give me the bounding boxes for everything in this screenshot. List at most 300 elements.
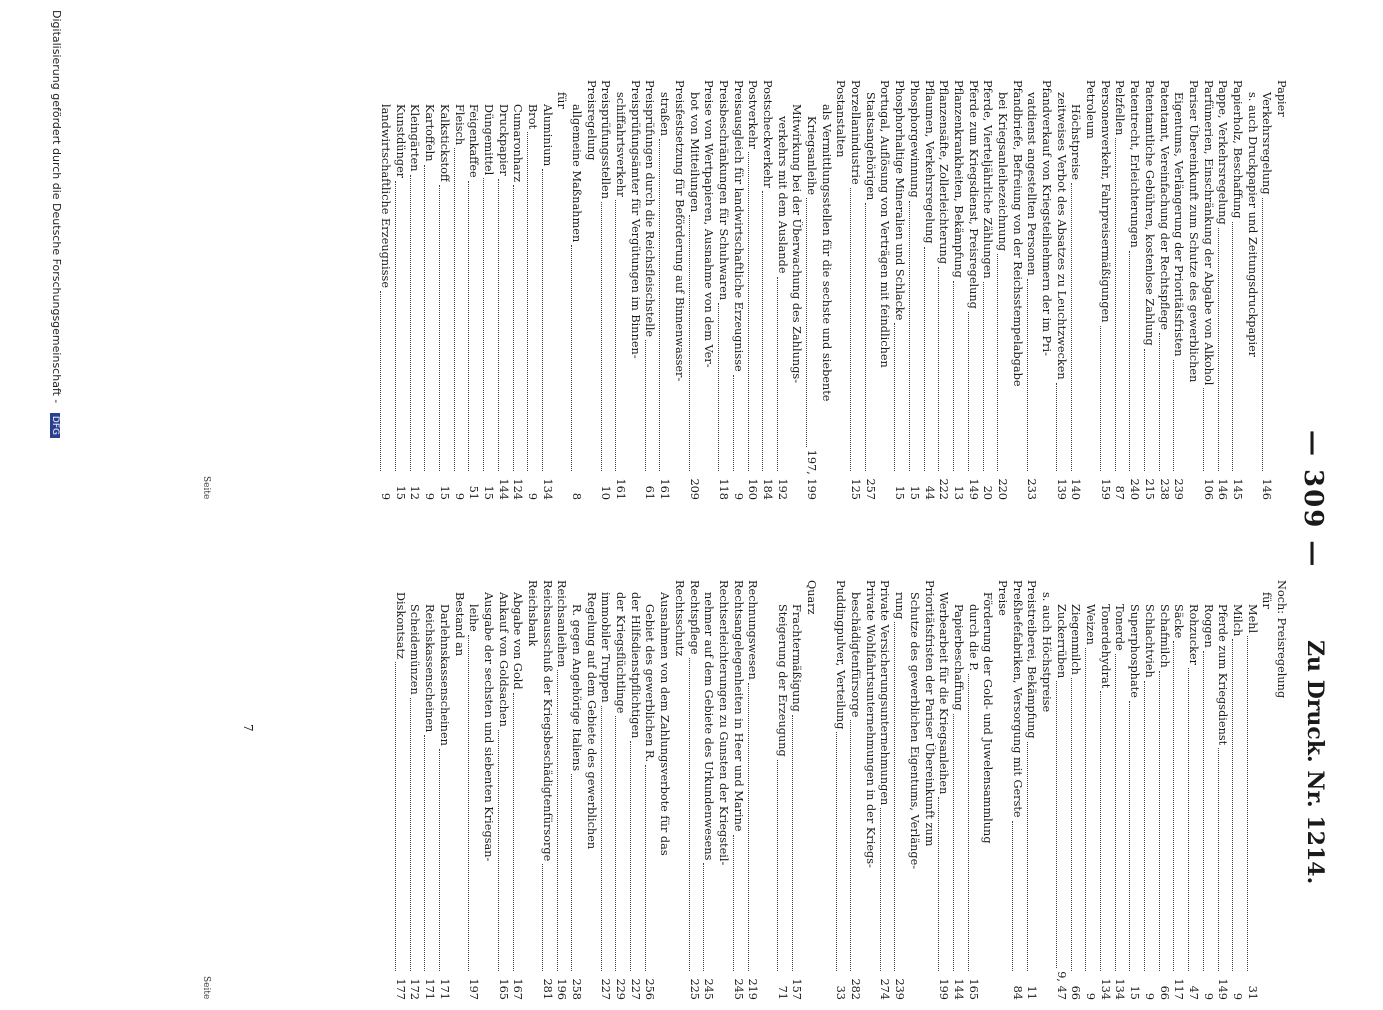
- leader-dots: [1232, 222, 1233, 471]
- entry-page: 196: [555, 978, 569, 1000]
- entry-page: 239: [893, 978, 907, 1000]
- entry-page: 167: [511, 978, 525, 1000]
- leader-dots: [836, 732, 837, 971]
- entry-label: Weizen: [1084, 604, 1098, 645]
- entry-label: Portugal, Auflösung von Verträgen mit feindlichen: [878, 80, 892, 368]
- entry-label: der Hilfsdienstpflichtigen: [628, 592, 642, 739]
- index-entry: [598, 580, 613, 1000]
- entry-label: bei Kriegsanleihezeichnung: [995, 92, 1009, 252]
- entry-label: Abgabe von Gold: [511, 592, 525, 690]
- index-entry: [524, 80, 539, 500]
- entry-label: Phosphorgewinnung: [907, 80, 921, 198]
- entry-label: Noch: Preisregelung: [1275, 580, 1289, 699]
- entry-label: Ausnahmen von dem Zahlungsverbote für das: [658, 592, 672, 856]
- index-entry: [1126, 80, 1141, 500]
- entry-label: Preisregelung: [584, 80, 598, 161]
- leader-dots: [542, 169, 543, 471]
- leader-dots: [410, 698, 411, 971]
- leader-dots: [968, 674, 969, 971]
- leader-dots: [1129, 701, 1130, 971]
- index-entry: [891, 580, 906, 1000]
- entry-page: 165: [496, 978, 510, 1000]
- leader-dots: [571, 774, 572, 971]
- leader-dots: [792, 715, 793, 971]
- entry-page: 9: [1230, 992, 1244, 1000]
- leader-dots: [1262, 198, 1263, 471]
- seite-label-right: Seite: [201, 976, 211, 1000]
- leader-dots: [469, 181, 470, 471]
- entry-label: Kartoffeln: [423, 104, 437, 162]
- leader-dots: [748, 683, 749, 971]
- entry-label: Preisfestsetzung für Beförderung auf Binnenwasser-: [672, 80, 686, 382]
- leader-dots: [439, 749, 440, 971]
- entry-label: Pfandverkauf von Kriegsteilnehmern der im Pri-: [1040, 80, 1054, 356]
- entry-label: Verkehrsregelung: [1260, 92, 1274, 195]
- leader-dots: [1100, 691, 1101, 971]
- leader-dots: [571, 245, 572, 471]
- leader-dots: [953, 714, 954, 971]
- index-entry: [730, 80, 745, 500]
- entry-page: 84: [1010, 985, 1024, 1000]
- index-entry: [759, 80, 774, 500]
- index-entry: [583, 80, 598, 500]
- entry-label: Rohzucker: [1186, 604, 1200, 666]
- entry-label: Pelzfellen: [1113, 80, 1127, 136]
- entry-page: 106: [1201, 478, 1215, 500]
- leader-dots: [1203, 388, 1204, 471]
- leader-dots: [615, 200, 616, 471]
- index-entry: [862, 80, 877, 500]
- entry-page: 229: [614, 978, 628, 1000]
- index-entry: [495, 580, 510, 1000]
- leader-dots: [1144, 681, 1145, 971]
- bottom-page-number: 7: [241, 724, 255, 732]
- entry-page: 160: [746, 478, 760, 500]
- index-entry: [466, 80, 481, 500]
- index-entry: [392, 580, 407, 1000]
- index-entry: [686, 80, 701, 500]
- entry-label: Parfümerien, Einschränkung der Abgabe von Alkohol: [1201, 80, 1215, 386]
- leader-dots: [1218, 228, 1219, 471]
- leader-dots: [1115, 138, 1116, 471]
- leader-dots: [1115, 654, 1116, 971]
- index-entry: [1082, 580, 1097, 1000]
- entry-label: Reichsanleihen: [555, 580, 569, 668]
- index-entry: [862, 580, 877, 1000]
- leader-dots: [1247, 636, 1248, 971]
- index-entry: [407, 80, 422, 500]
- index-entry: [1053, 80, 1068, 500]
- entry-label: Preistreiberei, Bekämpfung: [1025, 580, 1039, 739]
- entry-page: 238: [1157, 478, 1171, 500]
- entry-label: vatdienst angestellten Personen: [1025, 92, 1039, 276]
- leader-dots: [483, 178, 484, 471]
- entry-label: schiffahrtsverkehr: [614, 92, 628, 198]
- index-entry: [1185, 580, 1200, 1000]
- index-entry: [921, 80, 936, 500]
- entry-label: Rechtsangelegenheiten in Heer und Marine: [731, 580, 745, 832]
- entry-page: 197, 199: [805, 449, 819, 500]
- entry-label: Private Wohlfahrtsunternehmungen in der Kriegs-: [863, 580, 877, 868]
- index-entry: [377, 80, 392, 500]
- leader-dots: [880, 808, 881, 971]
- entry-label: Papierbeschaffung: [951, 604, 965, 711]
- entry-page: 47: [1186, 985, 1200, 1000]
- entry-page: 15: [437, 485, 451, 500]
- index-entry: [965, 580, 980, 1000]
- index-column-right: [392, 580, 1288, 1000]
- leader-dots: [997, 254, 998, 471]
- leader-dots: [659, 139, 660, 471]
- index-entry: [1156, 580, 1171, 1000]
- leader-dots: [1188, 668, 1189, 971]
- entry-page: 125: [849, 478, 863, 500]
- index-entry: [1126, 580, 1141, 1000]
- leader-dots: [850, 188, 851, 471]
- entry-page: 145: [1230, 478, 1244, 500]
- entry-label: leihe: [467, 604, 481, 632]
- entry-label: Schafmilch: [1157, 604, 1171, 668]
- leader-dots: [498, 179, 499, 471]
- index-entry: [965, 80, 980, 500]
- index-entry: [510, 580, 525, 1000]
- entry-label: Tonerdehydrat: [1098, 604, 1112, 689]
- index-entry: [701, 580, 716, 1000]
- leader-dots: [762, 191, 763, 471]
- footer-text: Digitalisierung gefördert durch die Deutsche Forschungsgemeinschaft -: [50, 10, 63, 404]
- index-entry: [436, 80, 451, 500]
- entry-label: landwirtschaftliche Erzeugnisse: [379, 104, 393, 288]
- index-entry: [539, 580, 554, 1000]
- entry-page: 215: [1142, 478, 1156, 500]
- leader-dots: [1085, 648, 1086, 971]
- entry-page: 10: [599, 485, 613, 500]
- index-entry: [745, 80, 760, 500]
- index-entry: [1171, 80, 1186, 500]
- index-entry: [539, 80, 554, 500]
- index-entry: [1009, 580, 1024, 1000]
- entry-page: 177: [393, 978, 407, 1000]
- entry-label: Zuckerrüben: [1054, 604, 1068, 679]
- leader-dots: [1174, 641, 1175, 971]
- leader-dots: [542, 864, 543, 971]
- entry-page: 9: [452, 492, 466, 500]
- entry-label: Ziegenmilch: [1069, 604, 1083, 675]
- index-entry: [1244, 80, 1259, 500]
- index-entry: [436, 580, 451, 1000]
- index-entry: [407, 580, 422, 1000]
- index-entry: [671, 80, 686, 500]
- entry-label: beschädigtenfürsorge: [849, 592, 863, 718]
- leader-dots: [718, 303, 719, 471]
- entry-label: Rechnungswesen: [746, 580, 760, 680]
- entry-label: Werbearbeit für die Kriegsanleihen: [937, 592, 951, 795]
- entry-page: 134: [1113, 978, 1127, 1000]
- index-entry: [480, 80, 495, 500]
- entry-label: als Vermittlungsstellen für die sechste und siebente: [819, 104, 833, 402]
- entry-label: Quarz: [805, 580, 819, 615]
- entry-label: Schutze des gewerblichen Eigentums, Verlänge-: [907, 592, 921, 870]
- leader-dots: [1012, 821, 1013, 971]
- entry-page: 171: [423, 978, 437, 1000]
- entry-label: Rechtserleichterungen zu Gunsten der Kriegsteil-: [716, 580, 730, 866]
- index-entry: [466, 580, 481, 1000]
- entry-label: Pappe, Verkehrsregelung: [1216, 80, 1230, 225]
- index-entry: [906, 580, 921, 1000]
- index-entry: [1185, 80, 1200, 500]
- index-entry: [759, 580, 774, 1000]
- dfg-logo: DFG: [50, 413, 60, 438]
- entry-page: 146: [1216, 478, 1230, 500]
- leader-dots: [469, 635, 470, 971]
- entry-label: Preisbeschränkungen für Schuhwaren: [716, 80, 730, 301]
- index-entry: [686, 580, 701, 1000]
- entry-label: der Kriegsflüchtlinge: [614, 592, 628, 714]
- index-entry: [1156, 80, 1171, 500]
- entry-label: Darlehnskassenscheinen: [437, 604, 451, 746]
- entry-page: 140: [1069, 478, 1083, 500]
- index-entry: [1244, 580, 1259, 1000]
- leader-dots: [777, 277, 778, 471]
- entry-label: Feigenkaffee: [467, 104, 481, 178]
- leader-dots: [939, 267, 940, 471]
- index-entry: [642, 80, 657, 500]
- index-entry: [891, 80, 906, 500]
- index-entry: [803, 80, 818, 500]
- entry-label: Kunstdünger: [393, 104, 407, 179]
- index-entry: [847, 80, 862, 500]
- index-entry: [1009, 80, 1024, 500]
- index-entry: [994, 580, 1009, 1000]
- entry-label: verkehrs mit dem Auslande: [775, 116, 789, 274]
- leader-dots: [1232, 639, 1233, 971]
- leader-dots: [777, 760, 778, 971]
- index-entry: [1024, 80, 1039, 500]
- entry-page: 134: [540, 478, 554, 500]
- entry-page: 15: [893, 485, 907, 500]
- index-entry: [789, 80, 804, 500]
- entry-label: s. auch Höchstpreise: [1040, 592, 1054, 713]
- entry-page: 71: [775, 985, 789, 1000]
- entry-label: Roggen: [1201, 604, 1215, 648]
- entry-label: Rechtspflege: [687, 580, 701, 655]
- index-entry: [980, 80, 995, 500]
- entry-label: Reichsbank: [525, 580, 539, 647]
- entry-label: Preise von Wertpapieren, Ausnahme von dem Ver-: [702, 80, 716, 368]
- entry-label: Preisprüfungen durch die Reichsfleischstelle: [643, 80, 657, 338]
- entry-label: für: [1260, 592, 1274, 609]
- entry-label: Private Versicherungsunternehmungen: [878, 580, 892, 806]
- entry-label: Reichskassenscheinen: [423, 604, 437, 733]
- index-entry: [936, 580, 951, 1000]
- leader-dots: [1071, 678, 1072, 971]
- entry-page: 240: [1128, 478, 1142, 500]
- entry-page: 274: [878, 978, 892, 1000]
- entry-page: 9: [1142, 992, 1156, 1000]
- entry-page: 149: [966, 478, 980, 500]
- leader-dots: [689, 215, 690, 471]
- entry-page: 9: [525, 492, 539, 500]
- leader-dots: [733, 835, 734, 971]
- entry-page: 245: [702, 978, 716, 1000]
- index-entry: [1097, 580, 1112, 1000]
- entry-page: 258: [570, 978, 584, 1000]
- index-entry: [833, 580, 848, 1000]
- leader-dots: [983, 282, 984, 471]
- index-entry: [1068, 80, 1083, 500]
- leader-dots: [630, 741, 631, 971]
- index-entry: [612, 580, 627, 1000]
- entry-label: Petroleum: [1084, 80, 1098, 139]
- entry-label: Staatsangehörigen: [863, 92, 877, 201]
- index-entry: [877, 580, 892, 1000]
- index-entry: [612, 80, 627, 500]
- index-entry: [701, 80, 716, 500]
- index-entry: [642, 580, 657, 1000]
- entry-label: Mitwirkung bei der Überwachung des Zahlungs-: [790, 104, 804, 384]
- entry-page: 117: [1172, 978, 1186, 1000]
- entry-label: zeitweises Verbot des Absatzes zu Leuchtzwecken: [1054, 92, 1068, 380]
- entry-page: 15: [907, 485, 921, 500]
- index-entry: [524, 580, 539, 1000]
- leader-dots: [410, 175, 411, 472]
- leader-dots: [1159, 333, 1160, 471]
- entry-label: Rechtsschutz: [672, 580, 686, 657]
- entry-label: Superphosphate: [1128, 604, 1142, 698]
- entry-label: Druckpapier: [496, 104, 510, 176]
- index-entry: [583, 580, 598, 1000]
- entry-page: 13: [951, 485, 965, 500]
- entry-page: 44: [922, 485, 936, 500]
- entry-label: rung: [893, 592, 907, 620]
- entry-page: 282: [849, 978, 863, 1000]
- entry-page: 11: [1025, 985, 1039, 1000]
- index-entry: [598, 80, 613, 500]
- entry-label: Mehl: [1245, 604, 1259, 634]
- entry-page: 233: [1025, 478, 1039, 500]
- entry-label: Eigentums, Verlängerung der Prioritätsfristen: [1172, 92, 1186, 357]
- entry-label: Patentrecht, Erleichterungen: [1128, 80, 1142, 248]
- entry-page: 245: [731, 978, 745, 1000]
- entry-label: Papier: [1275, 80, 1289, 117]
- leader-dots: [865, 203, 866, 471]
- entry-label: Porzellanindustrie: [849, 80, 863, 185]
- entry-page: 219: [746, 978, 760, 1000]
- index-entry: [1038, 580, 1053, 1000]
- leader-dots: [601, 706, 602, 971]
- leader-dots: [498, 730, 499, 971]
- entry-page: 220: [995, 478, 1009, 500]
- entry-label: Steigerung der Erzeugung: [775, 604, 789, 757]
- leader-dots: [939, 797, 940, 971]
- leader-dots: [527, 132, 528, 471]
- entry-label: Phosphorhaltige Mineralien und Schlacke: [893, 80, 907, 321]
- entry-page: 9: [423, 492, 437, 500]
- entry-label: Puddingpulver, Verteilung: [834, 580, 848, 730]
- entry-page: 8: [570, 492, 584, 500]
- index-entry: [1068, 580, 1083, 1000]
- index-entry: [392, 80, 407, 500]
- index-entry: [656, 580, 671, 1000]
- leader-dots: [1144, 349, 1145, 471]
- leader-dots: [380, 291, 381, 471]
- entry-page: 66: [1069, 985, 1083, 1000]
- entry-page: 157: [790, 978, 804, 1000]
- entry-label: Pferde, Vierteljährliche Zählungen: [981, 80, 995, 279]
- entry-page: 161: [614, 478, 628, 500]
- entry-page: 33: [834, 985, 848, 1000]
- index-entry: [950, 580, 965, 1000]
- entry-label: Pariser Übereinkunft zum Schutze des gewerblichen: [1186, 80, 1200, 383]
- index-entry: [803, 580, 818, 1000]
- index-entry: [1038, 80, 1053, 500]
- index-entry: [715, 580, 730, 1000]
- entry-page: 256: [643, 978, 657, 1000]
- leader-dots: [1056, 681, 1057, 968]
- index-entry: [1097, 80, 1112, 500]
- leader-dots: [924, 247, 925, 471]
- entry-page: 66: [1157, 985, 1171, 1000]
- entry-page: 9: [1084, 992, 1098, 1000]
- index-entry: [1215, 80, 1230, 500]
- entry-label: Aluminium: [540, 104, 554, 167]
- leader-dots: [1056, 383, 1057, 471]
- entry-label: Säcke: [1172, 604, 1186, 639]
- index-entry: [554, 580, 569, 1000]
- leader-dots: [513, 185, 514, 471]
- index-entry: [451, 580, 466, 1000]
- entry-label: Reichsausschuß der Kriegsbeschädigtenfürsorge: [540, 580, 554, 862]
- entry-label: Kleingärten: [408, 104, 422, 172]
- entry-label: Preisprüfungsstellen: [599, 80, 613, 199]
- leader-dots: [968, 312, 969, 471]
- entry-label: Preßhefefabriken, Versorgung mit Gerste: [1010, 580, 1024, 818]
- index-entry: [451, 80, 466, 500]
- index-entry: [1215, 580, 1230, 1000]
- leader-dots: [1218, 748, 1219, 971]
- leader-dots: [909, 201, 910, 471]
- entry-page: 87: [1113, 485, 1127, 500]
- index-entry: [554, 80, 569, 500]
- index-entry: [1259, 580, 1274, 1000]
- entry-label: Postverkehr: [746, 80, 760, 149]
- entry-label: für: [555, 92, 569, 109]
- index-entry: [421, 80, 436, 500]
- entry-label: Bestand an: [452, 592, 466, 657]
- index-entry: [833, 80, 848, 500]
- entry-label: Milch: [1230, 604, 1244, 637]
- entry-label: Diskontsatz: [393, 592, 407, 659]
- index-entry: [1259, 80, 1274, 500]
- page-number: — 309 —: [1298, 430, 1328, 569]
- footer: [50, 0, 63, 1010]
- index-entry: [774, 580, 789, 1000]
- leader-dots: [1100, 326, 1101, 471]
- entry-label: nehmer auf dem Gebiete des Urkundenwesens: [702, 592, 716, 861]
- entry-page: 239: [1172, 478, 1186, 500]
- entry-label: Preisausgleich für landwirtschaftliche Erzeugnisse: [731, 80, 745, 372]
- entry-page: 199: [937, 978, 951, 1000]
- index-entry: [656, 80, 671, 500]
- entry-page: 15: [481, 485, 495, 500]
- leader-dots: [704, 863, 705, 971]
- entry-page: 171: [437, 978, 451, 1000]
- leader-dots: [557, 670, 558, 971]
- entry-page: 161: [658, 478, 672, 500]
- index-entry: [1024, 580, 1039, 1000]
- leader-dots: [615, 716, 616, 971]
- entry-label: Pflaumen, Verkehrsregelung: [922, 80, 936, 244]
